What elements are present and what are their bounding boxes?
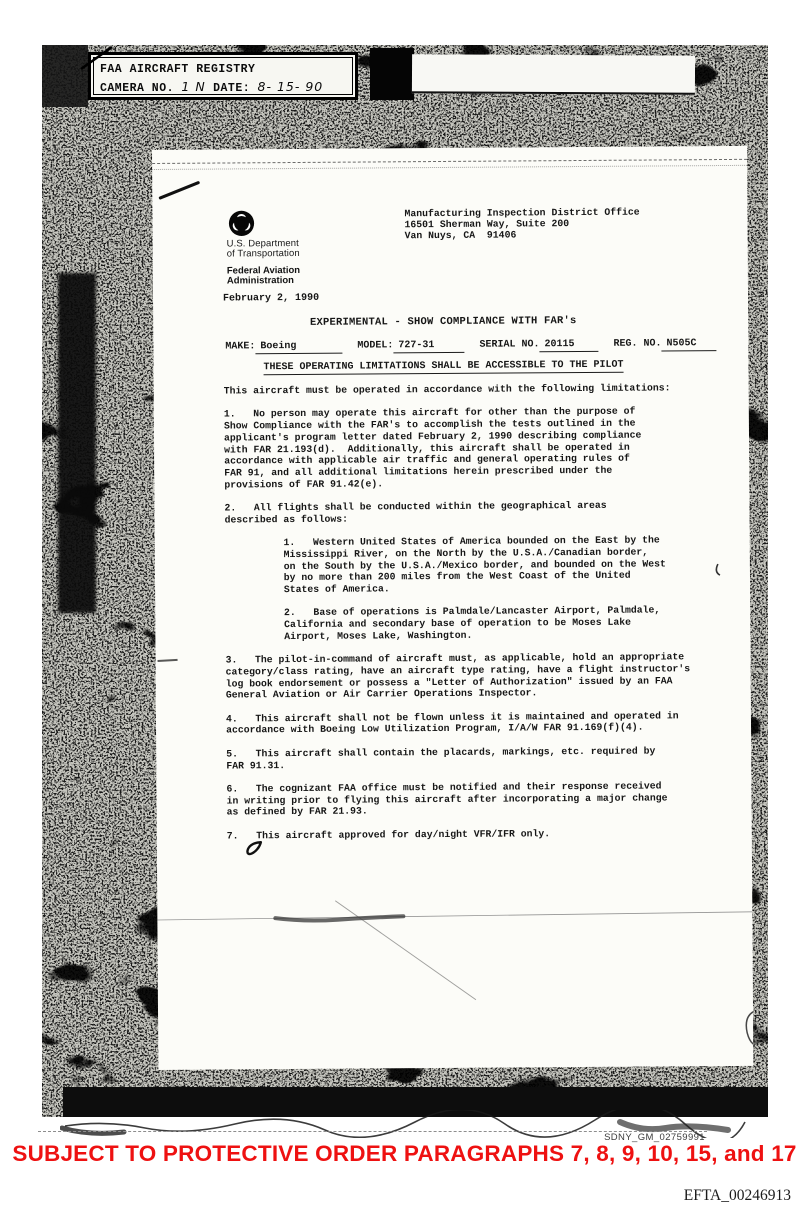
letter-page	[152, 146, 753, 1070]
agency-line2: Administration	[226, 275, 294, 287]
scan-dark-left-strip	[58, 273, 96, 613]
scan-frame	[42, 45, 768, 1117]
agency-line1: Federal Aviation	[226, 264, 301, 277]
reg-label: REG. NO.	[613, 338, 662, 350]
protective-order-text: SUBJECT TO PROTECTIVE ORDER PARAGRAPHS 7, 8, 9, 10, 15, and 17	[12, 1141, 797, 1166]
office-address-block: Manufacturing Inspection District Office 16501 Sherman Way, Suite 200 Van Nuys, CA 91406	[404, 206, 640, 242]
handwritten-marks	[152, 146, 753, 1070]
bates-number-sdny: SDNY_GM_02759991	[604, 1132, 705, 1143]
faa-registry-label-text	[93, 57, 353, 95]
bates-number-efta: EFTA_00246913	[683, 1187, 791, 1204]
corner-slash-mark	[78, 45, 118, 71]
dept-line2: of Transportation	[226, 247, 300, 260]
date-label: DATE:	[213, 82, 251, 95]
serial-value: 20115	[539, 339, 598, 352]
faa-registry-label-box	[88, 52, 358, 100]
date-value: 8- 15- 90	[257, 79, 324, 94]
registry-line1: FAA AIRCRAFT REGISTRY	[100, 63, 256, 76]
registry-line2	[100, 78, 346, 97]
make-label: MAKE:	[225, 341, 256, 353]
camera-no-value: 1 N	[181, 79, 206, 94]
model-value: 727-31	[393, 340, 464, 353]
camera-no-label: CAMERA NO.	[100, 82, 175, 95]
letter-title: EXPERIMENTAL - SHOW COMPLIANCE WITH FAR's	[309, 315, 577, 329]
reg-value: N505C	[661, 338, 716, 351]
letter-date: February 2, 1990	[223, 292, 320, 305]
make-value: Boeing	[255, 341, 342, 355]
limitations-body-text: This aircraft must be operated in accordance with the following limitations: 1. No person may operate this aircraft for other than the purpose of Show Compliance with the FAR's to accomplish the tests outlined in the applicant's program letter dated February 2, 1990 describing compliance with FAR 21.193(d). Additionally, this aircraft shall be operated in accordance with applicable air traffic and general operating rules of FAR 91, and all additional limitations herein prescribed under the provisions of FAR 91.42(e). 2. All flights shall be conducted within the geographical areas described as follows: 1. Western United States of America bounded on the East by the Mississippi River, on the North by the U.S.A./Canadian border, on the South by the U.S.A./Mexico border, and bounded on the West by no more than 200 miles from the West Coast of the United States of America. 2. Base of operations is Palmdale/Lancaster Airport, Palmdale, California and secondary base of operation to be Moses Lake Airport, Moses Lake, Washington. 3. The pilot-in-command of aircraft must, as applicable, hold an appropriate category/class rating, have an aircraft type rating, have a flight instructor's log book endorsement or possess a "Letter of Authorization" issued by an FAA General Aviation or Air Carrier Operations Inspector. 4. This aircraft shall not be flown unless it is maintained and operated in accordance with Boeing Low Utilization Program, I/A/W FAR 91.169(f)(4). 5. This aircraft shall contain the placards, markings, etc. required by FAR 91.31. 6. The cognizant FAA office must be notified and their response received in writing prior to flying this aircraft after incorporating a major change as defined by FAR 21.93. 7. This aircraft approved for day/night VFR/IFR only.	[223, 382, 691, 842]
scan-blank-label-box	[412, 54, 695, 94]
access-heading-text: THESE OPERATING LIMITATIONS SHALL BE ACCESSIBLE TO THE PILOT	[263, 359, 624, 374]
model-label: MODEL:	[357, 340, 394, 352]
dept-line1: U.S. Department	[226, 237, 299, 250]
scan-black-block	[370, 48, 414, 100]
serial-label: SERIAL NO.	[479, 339, 540, 351]
